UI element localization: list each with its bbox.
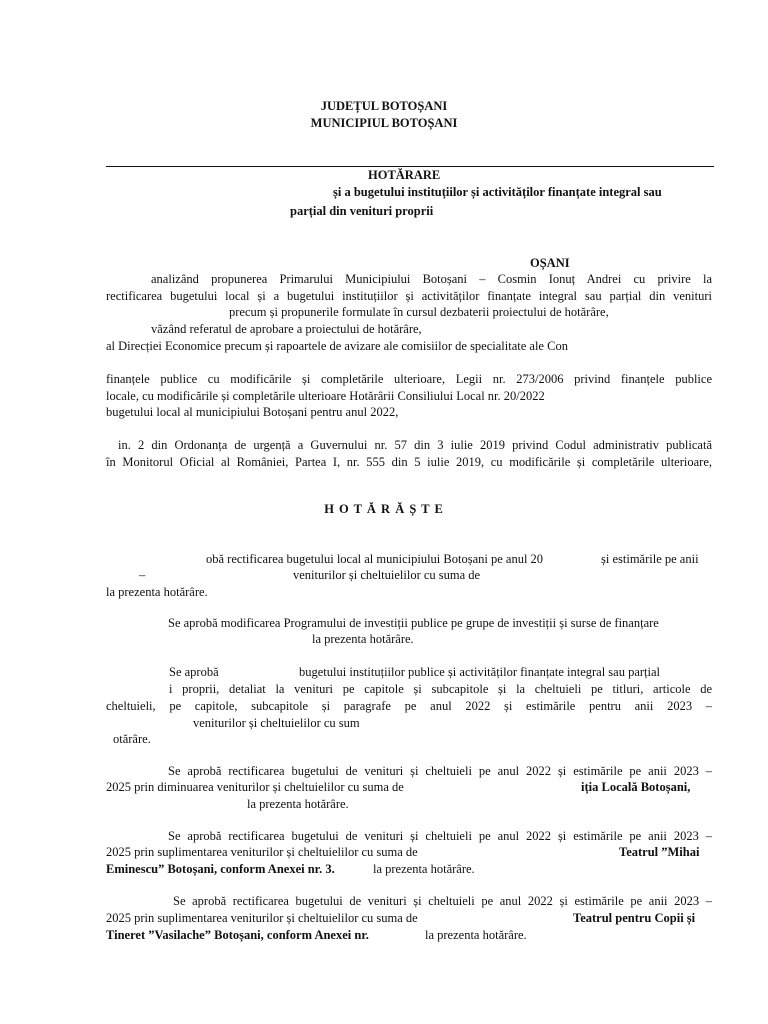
article-6-beneficiary: Teatrul pentru Copii și (573, 911, 696, 925)
article-4-text: 2025 prin diminuarea veniturilor și cheltuielilor cu suma de (106, 780, 404, 794)
article-5-beneficiary: Teatrul ”Mihai (619, 845, 700, 859)
article-3-text: cheltuieli, pe capitole, subcapitole și paragrafe pe anul 2022 și estimările pentru anii 2023 – (106, 699, 712, 713)
article-6-beneficiary: Tineret ”Vasilache” Botoșani, conform Anexei nr. (106, 928, 369, 942)
article-5-text: 2025 prin suplimentarea veniturilor și cheltuielilor cu suma de (106, 845, 418, 859)
article-6-text: la prezenta hotărâre. (425, 928, 527, 942)
decision-heading: H O T Ă R Ă Ș T E (324, 502, 444, 516)
article-6-text: 2025 prin suplimentarea veniturilor și cheltuielilor cu suma de (106, 911, 418, 925)
article-1-text: veniturilor și cheltuielilor cu suma de (293, 568, 481, 582)
article-4-text: Se aprobă rectificarea bugetului de venituri și cheltuieli pe anul 2022 și estimările pe anii 2023 – (168, 764, 712, 778)
article-1-text: și estimările pe anii (601, 552, 699, 566)
article-4-beneficiary: iția Locală Botoșani, (581, 780, 691, 794)
preamble-line: precum și propunerile formulate în cursul dezbaterii proiectului de hotărâre, (229, 305, 609, 319)
article-5-text: Se aprobă rectificarea bugetului de venituri și cheltuieli pe anul 2022 și estimările pe anii 2023 – (168, 829, 712, 843)
municipality-heading: MUNICIPIUL BOTOȘANI (310, 116, 458, 130)
preamble-line: analizând propunerea Primarului Municipiului Botoșani – Cosmin Ionuț Andrei cu privire la (151, 272, 712, 286)
article-5-text: la prezenta hotărâre. (373, 862, 475, 876)
document-subtitle-line2: parțial din venituri proprii (290, 204, 434, 218)
preamble-line: bugetului local al municipiului Botoșani pentru anul 2022, (106, 405, 399, 419)
preamble-line: rectificarea bugetului local și a bugetului instituțiilor și activităților finanțate integral sau parțial din venituri (106, 289, 712, 303)
article-2-text: la prezenta hotărâre. (312, 632, 414, 646)
article-5-beneficiary: Eminescu” Botoșani, conform Anexei nr. 3. (106, 862, 335, 876)
preamble-line: locale, cu modificările și completările ulterioare Hotărârii Consiliului Local nr. 20/2022 (106, 389, 545, 403)
article-1-text: – (139, 568, 146, 582)
council-name-fragment: OȘANI (530, 256, 570, 270)
article-3-text: bugetului instituțiilor publice și activităților finanțate integral sau parțial (299, 665, 661, 679)
preamble-line: în Monitorul Oficial al României, Partea I, nr. 555 din 5 iulie 2019, cu modificările și completările ulterioare, (106, 455, 712, 469)
preamble-line: in. 2 din Ordonanța de urgență a Guvernului nr. 57 din 3 iulie 2019 privind Codul administrativ publicată (118, 438, 712, 452)
article-6-text: Se aprobă rectificarea bugetului de venituri și cheltuieli pe anul 2022 și estimările pe anii 2023 – (173, 894, 712, 908)
preamble-line: al Direcției Economice precum și rapoartele de avizare ale comisiilor de specialitate ale Con (106, 339, 568, 353)
article-3-text: otărâre. (113, 732, 151, 746)
article-4-text: la prezenta hotărâre. (247, 797, 349, 811)
header-divider (106, 166, 714, 167)
article-2-text: Se aprobă modificarea Programului de investiții publice pe grupe de investiții și surse de finanțare (168, 616, 659, 630)
article-3-text: i proprii, detaliat la venituri pe capitole și subcapitole și la cheltuieli pe titluri, articole de (169, 682, 712, 696)
article-3-text: Se aprobă (169, 665, 219, 679)
document-title: HOTĂRARE (368, 168, 441, 182)
article-1-text: obă rectificarea bugetului local al municipiului Botoșani pe anul 20 (206, 552, 544, 566)
county-heading: JUDEȚUL BOTOȘANI (320, 99, 448, 113)
article-3-text: veniturilor și cheltuielilor cu sum (193, 716, 360, 730)
article-1-text: la prezenta hotărâre. (106, 585, 208, 599)
preamble-line: finanțele publice cu modificările și completările ulterioare, Legii nr. 273/2006 privind finanțele publice (106, 372, 712, 386)
document-subtitle-line1: și a bugetului instituțiilor și activităților finanțate integral sau (333, 185, 662, 199)
preamble-line: văzând referatul de aprobare a proiectului de hotărâre, (151, 322, 422, 336)
